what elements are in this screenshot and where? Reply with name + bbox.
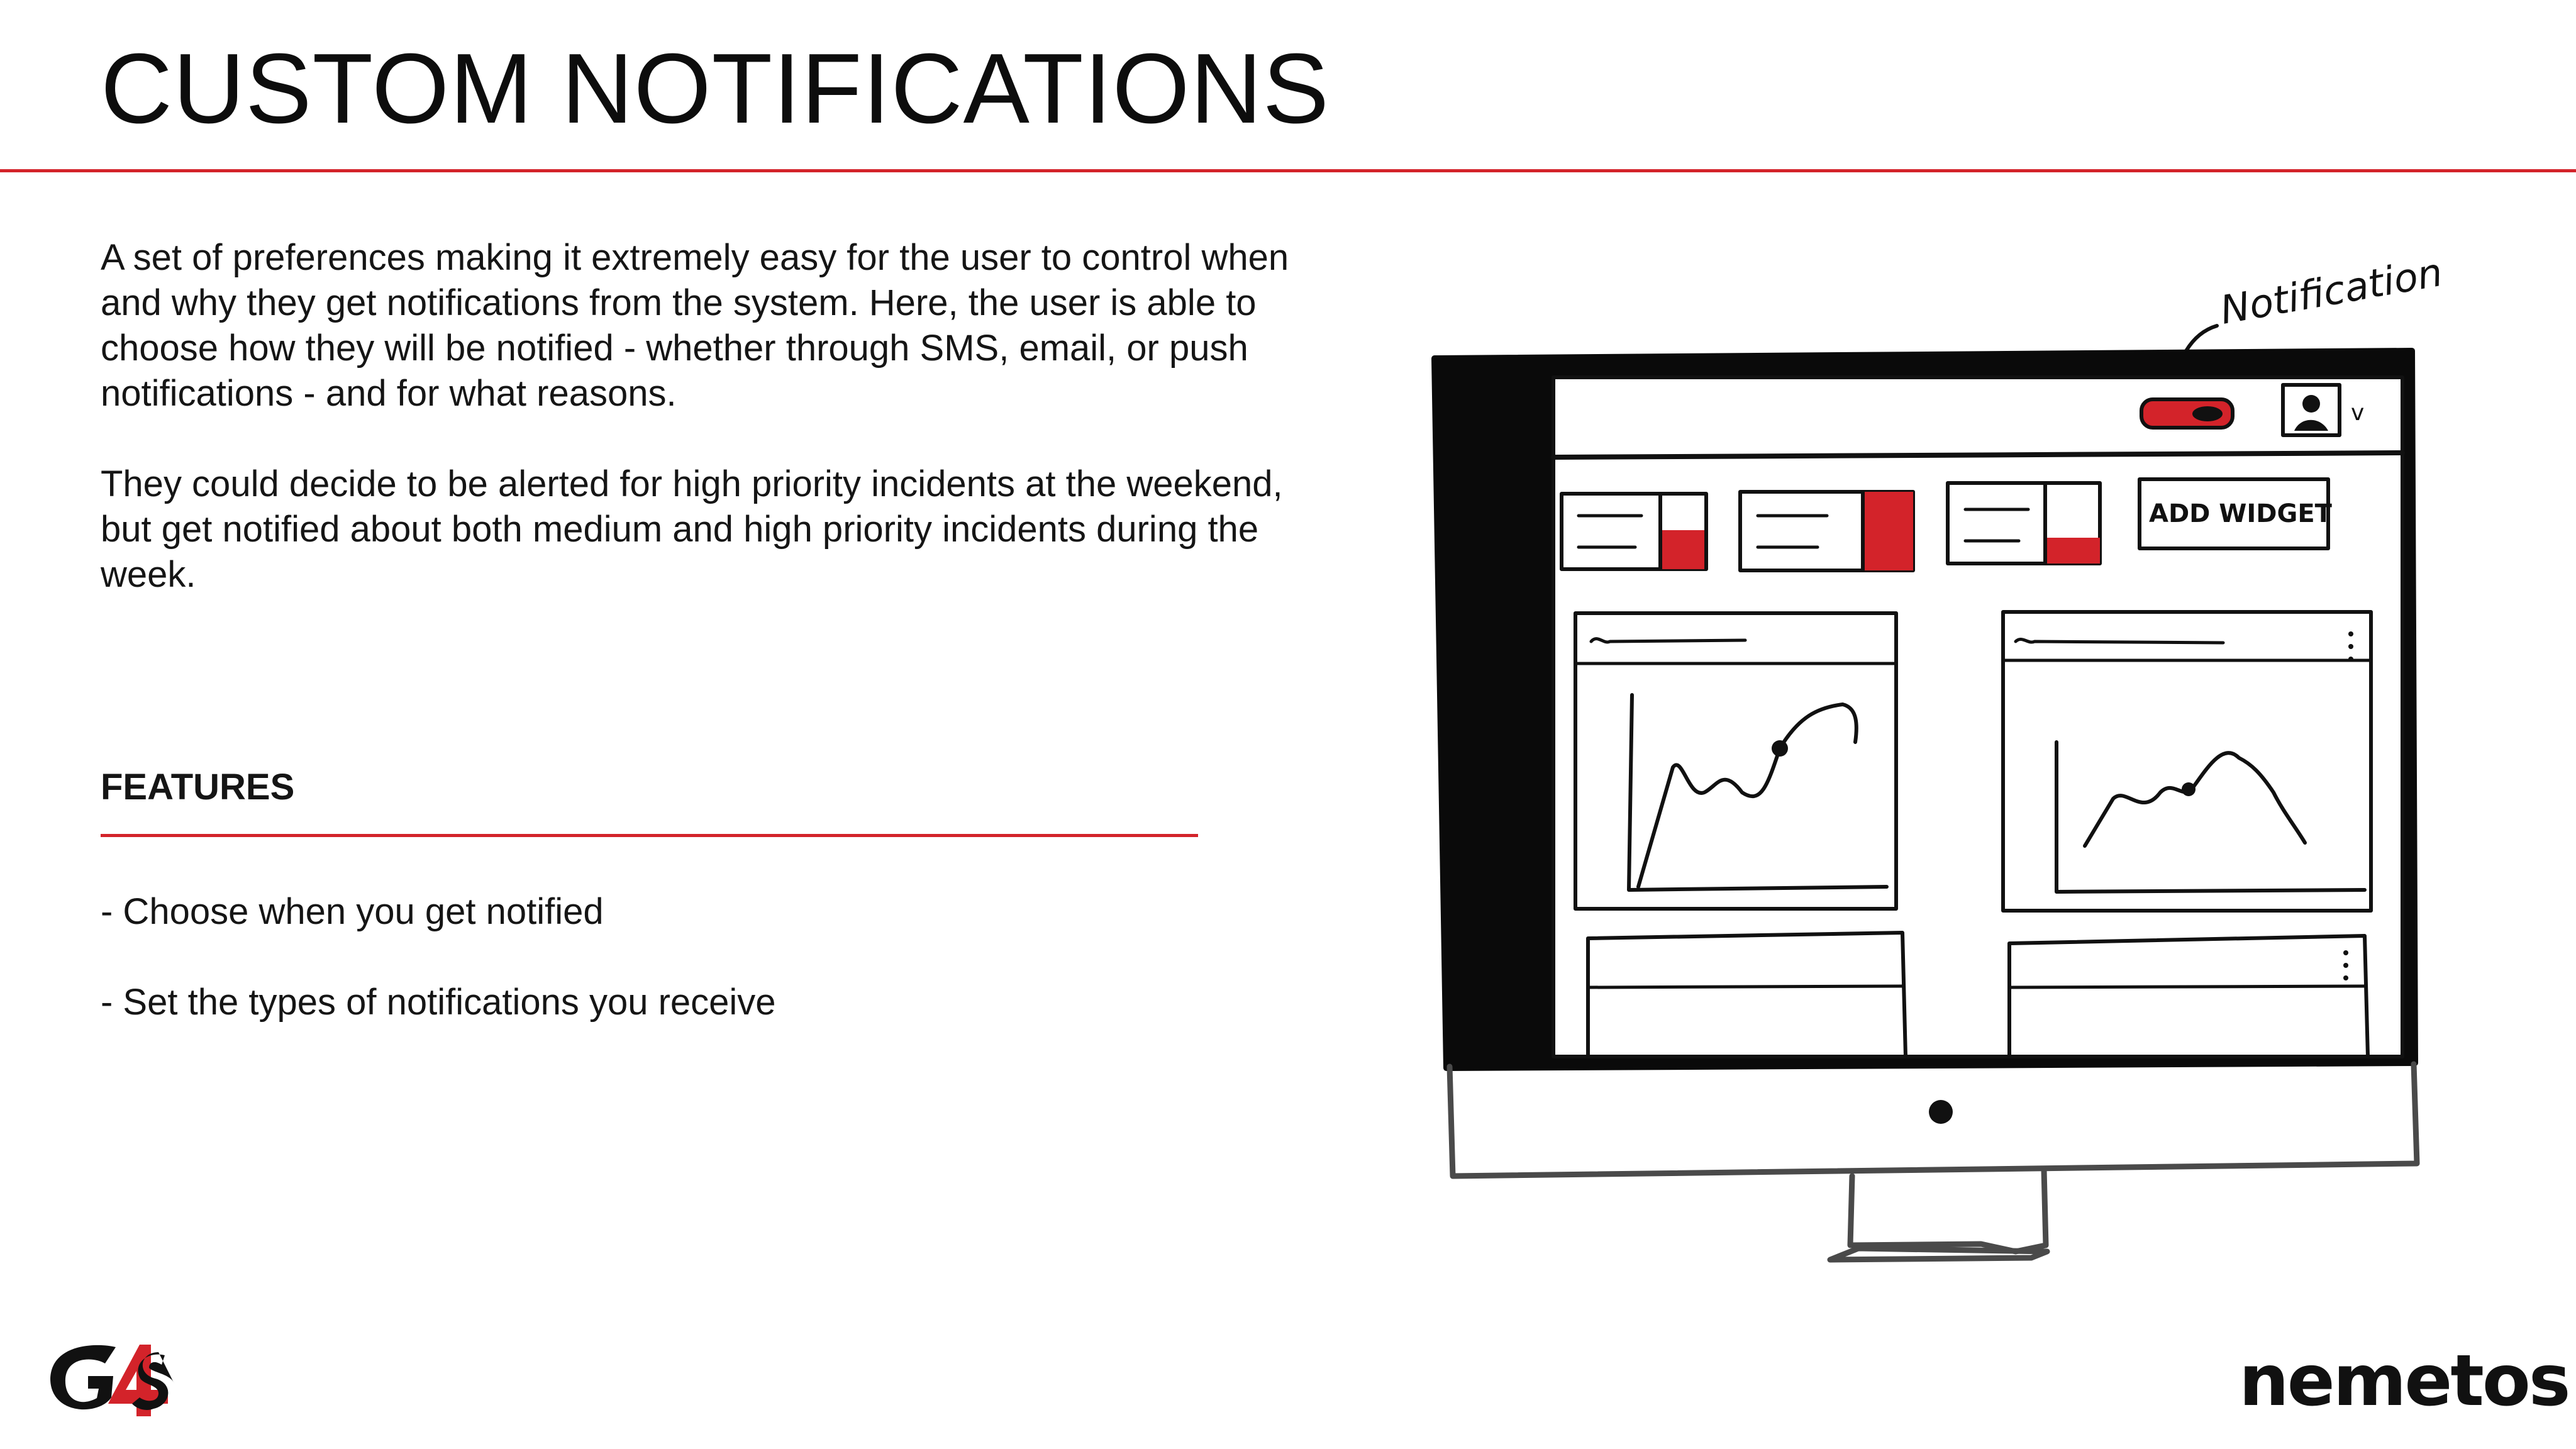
monitor-power-dot xyxy=(1929,1100,1953,1124)
chevron-down-icon: v xyxy=(2351,400,2365,426)
intro-text xyxy=(101,235,1296,643)
widget-card-1-fill xyxy=(1660,530,1704,569)
features-divider xyxy=(101,834,1198,837)
kebab-menu-icon xyxy=(2348,631,2353,636)
avatar-head xyxy=(2302,395,2320,413)
title-divider xyxy=(0,169,2576,172)
intro-paragraph-1: A set of preferences making it extremely easy for the user to control when and why they get notifications from the system. Here, the user is able to choose how they will be notified - whether through SMS, email, or push notifications - and for what reasons. xyxy=(101,237,1289,414)
feature-item-notification-types: - Set the types of notifications you receive xyxy=(101,982,776,1023)
lower-kebab-dot-3 xyxy=(2343,975,2348,980)
g4s-logo xyxy=(45,1340,187,1418)
lower-panel-left-header xyxy=(1588,986,1902,987)
notification-dot xyxy=(2192,406,2223,421)
lower-panel-right-header xyxy=(2009,986,2365,987)
kebab-menu-dot-2 xyxy=(2348,644,2353,649)
page-title: CUSTOM NOTIFICATIONS xyxy=(101,33,1330,144)
nemetos-logo: nemetos xyxy=(2239,1340,2569,1422)
g4s-logo-g xyxy=(50,1345,116,1409)
features-list xyxy=(101,889,776,1070)
features-heading: FEATURES xyxy=(101,767,295,808)
add-widget-label: ADD WIDGET xyxy=(2149,499,2332,528)
intro-paragraph-2: They could decide to be alerted for high priority incidents at the weekend, but get notified about both medium and high priority incidents during the week. xyxy=(101,464,1283,595)
feature-item-when-notified: - Choose when you get notified xyxy=(101,891,604,932)
widget-card-2-fill xyxy=(1863,492,1913,570)
chart-left-point xyxy=(1772,740,1788,757)
kebab-menu-dot-3 xyxy=(2348,657,2353,662)
monitor-sketch-illustration xyxy=(1428,239,2484,1277)
lower-kebab-menu-icon xyxy=(2343,950,2348,955)
widget-card-3-fill xyxy=(2045,538,2100,564)
chart-right-point xyxy=(2182,782,2196,796)
monitor-stand-neck xyxy=(1850,1170,2046,1252)
lower-kebab-dot-2 xyxy=(2343,963,2348,968)
notification-annotation: Notification xyxy=(2216,248,2446,333)
